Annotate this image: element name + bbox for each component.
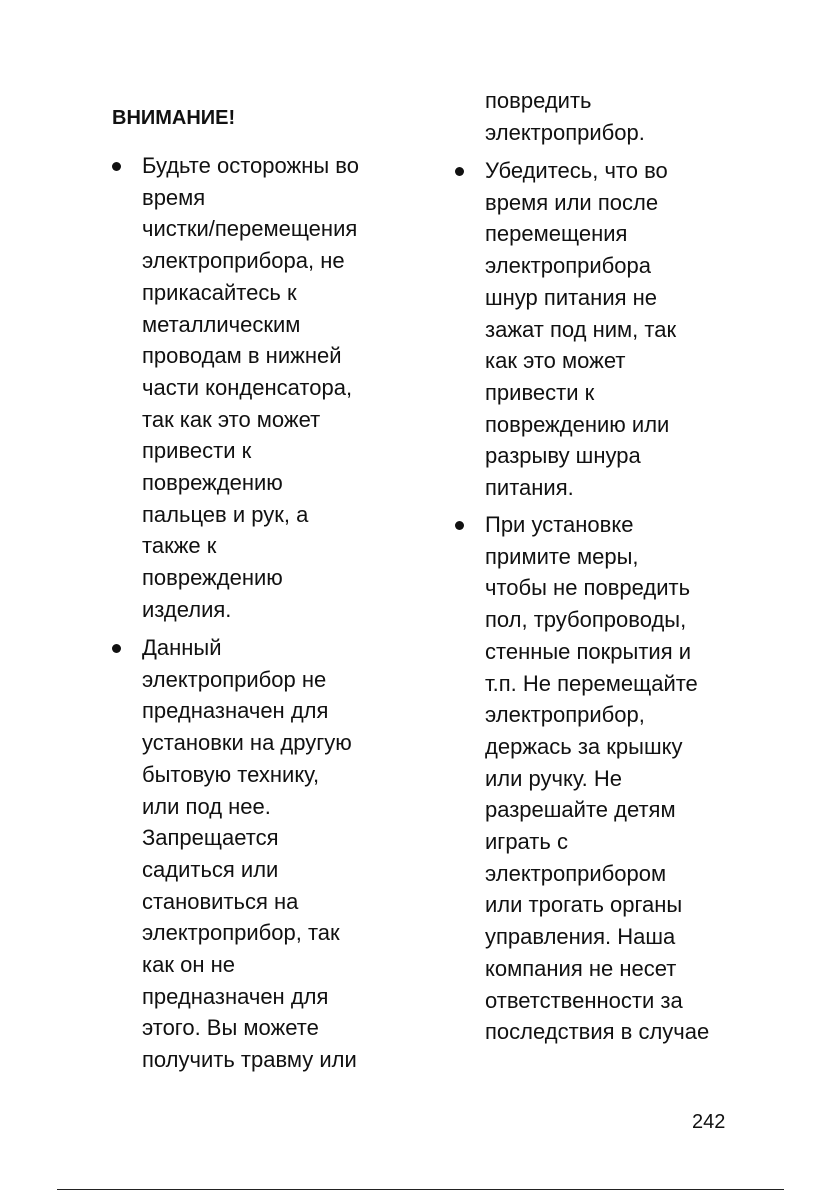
text-line: электроприбором [485,860,667,886]
bullet-text [485,509,709,1048]
text-line: садиться или [142,856,279,882]
text-line: Убедитесь, что во [485,158,668,183]
text-line: прикасайтесь к [142,279,297,305]
text-line: повреждению или [485,411,670,437]
text-line: стенные покрытия и [485,638,692,664]
continuation-text [485,85,645,148]
bullet-text [142,150,359,626]
text-line: предназначен для [142,983,329,1009]
text-line: последствия в случае [485,1019,710,1045]
text-line: этого. Вы можете [142,1015,319,1041]
text-line: электроприбор не [142,666,327,692]
text-line: При установке [485,512,634,537]
text-line: время или после [485,189,659,215]
bullet-icon [112,162,121,171]
bullet-icon [455,167,464,176]
text-line: пол, трубопроводы, [485,607,687,633]
text-line: разрыву шнура [485,443,641,469]
text-line: повреждению [142,470,283,496]
text-line: повредить [485,88,592,113]
text-line: электроприбора [485,253,651,279]
footer-divider [57,1189,784,1190]
text-line: перемещения [485,221,628,247]
text-line: Данный [142,635,222,660]
text-line: играть с [485,829,568,855]
text-line: как он не [142,952,235,978]
text-line: электроприбор, так [142,920,340,946]
text-line: электроприбор, [485,702,645,728]
bullet-text [485,155,676,504]
text-line: или трогать органы [485,892,683,918]
text-line: металлическим [142,311,301,337]
text-line: проводам в нижней [142,343,342,369]
text-line: или под нее. [142,793,271,819]
text-line: т.п. Не перемещайте [485,670,698,696]
text-line: как это может [485,348,626,374]
bullet-text [142,632,357,1076]
text-line: время [142,184,206,210]
text-line: пальцев и рук, а [142,501,309,527]
text-line: разрешайте детям [485,797,676,823]
text-line: получить травму или [142,1047,357,1073]
text-line: так как это может [142,406,321,432]
text-line: питания. [485,475,574,501]
text-line: привести к [485,379,595,405]
page-number: 242 [692,1111,726,1133]
text-line: повреждению [142,565,283,591]
text-line: Будьте осторожны во [142,153,359,178]
text-line: чтобы не повредить [485,575,691,601]
text-line: также к [142,533,217,559]
bullet-icon [455,521,464,530]
text-line: держась за крышку [485,733,683,759]
text-line: становиться на [142,888,299,914]
text-line: установки на другую [142,730,352,756]
text-line: бытовую технику, [142,761,320,787]
bullet-icon [112,644,121,653]
text-line: компания не несет [485,955,677,981]
text-line: управления. Наша [485,924,676,950]
text-line: шнур питания не [485,284,658,310]
text-line: части конденсатора, [142,374,353,400]
text-line: зажат под ним, так [485,316,677,342]
text-line: ответственности за [485,987,683,1013]
text-line: чистки/перемещения [142,216,358,242]
text-line: предназначен для [142,698,329,724]
text-line: или ручку. Не [485,765,622,791]
text-line: привести к [142,438,252,464]
warning-heading: ВНИМАНИЕ! [112,107,236,129]
text-line: электроприбора, не [142,248,345,274]
text-line: примите меры, [485,543,639,569]
text-line: электроприбор. [485,119,645,145]
text-line: изделия. [142,596,232,622]
text-line: Запрещается [142,825,279,851]
